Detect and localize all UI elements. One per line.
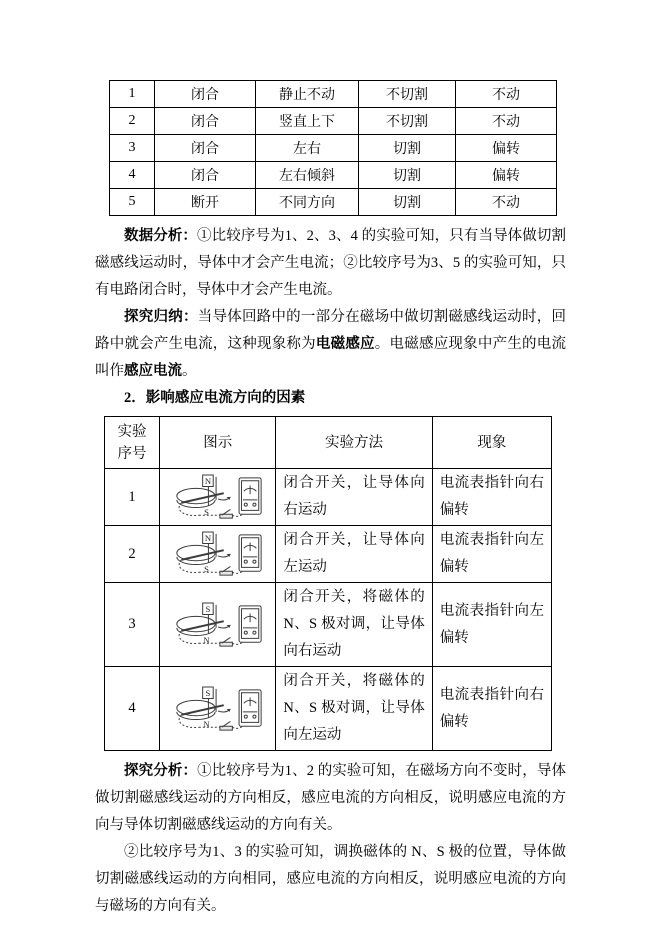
table-cell-seq: 2 xyxy=(105,526,160,583)
result-text: 电流表指针向左偏转 xyxy=(439,532,544,575)
header-seq-line1: 实验 xyxy=(117,423,147,440)
table-cell: 4 xyxy=(110,162,155,189)
magnet-pole-top-label: N xyxy=(204,476,211,487)
conductor-rod xyxy=(181,705,223,715)
summary-text-3: 。 xyxy=(182,363,197,379)
experiment-results-table xyxy=(109,80,557,216)
header-cell-result: 现象 xyxy=(432,417,551,469)
table-row xyxy=(105,526,552,583)
conductor-rod xyxy=(181,621,223,631)
header-seq-line2: 序号 xyxy=(117,445,147,462)
table-cell-method xyxy=(276,526,432,583)
analysis-label: 探究分析： xyxy=(124,763,198,779)
conductor-rod xyxy=(181,550,223,560)
analysis-paragraph-2 xyxy=(95,839,566,920)
header-cell-seq xyxy=(105,417,160,469)
magnet-galvanometer-diagram xyxy=(170,602,266,648)
table-cell: 闭合 xyxy=(155,162,256,189)
table-cell: 偏转 xyxy=(456,135,557,162)
table-cell: 闭合 xyxy=(155,81,256,108)
summary-term-induced-current: 感应电流 xyxy=(124,363,182,379)
summary-text-2: 。电磁感应现象中产生的电流叫作 xyxy=(95,336,567,379)
magnet-pole-bottom-label: S xyxy=(203,507,209,518)
summary-label: 探究归纳： xyxy=(124,309,198,325)
conductor-rod xyxy=(181,493,223,503)
table-cell-diagram xyxy=(160,469,276,526)
table-cell: 静止不动 xyxy=(256,81,359,108)
table-row xyxy=(110,162,557,189)
table-cell: 竖直上下 xyxy=(256,108,359,135)
table-cell: 不同方向 xyxy=(256,189,359,216)
data-analysis-paragraph xyxy=(95,223,566,304)
table-cell-seq: 3 xyxy=(105,583,160,667)
table-row xyxy=(105,667,552,751)
table-cell-method xyxy=(276,667,432,751)
magnet-pole-top-label: N xyxy=(204,533,211,544)
direction-factor-table xyxy=(104,416,552,751)
table-cell: 不动 xyxy=(456,81,557,108)
summary-paragraph xyxy=(95,304,566,385)
magnet-galvanometer-diagram xyxy=(170,474,266,520)
table-row xyxy=(105,583,552,667)
table-cell-diagram xyxy=(160,583,276,667)
table-cell-result xyxy=(432,469,551,526)
table-cell-result xyxy=(432,526,551,583)
section-heading: 2．影响感应电流方向的因素 xyxy=(124,390,306,406)
table-cell: 不动 xyxy=(456,189,557,216)
data-analysis-text: ①比较序号为1、2、3、4 的实验可知，只有当导体做切割磁感线运动时，导体中才会产生电流；②比较序号为3、5 的实验可知，只有电路闭合时，导体中才会产生电流。 xyxy=(95,228,567,298)
table-cell-diagram xyxy=(160,667,276,751)
method-text: 闭合开关，将磁体的 N、S 极对调，让导体向左运动 xyxy=(283,673,425,743)
analysis2-text: ②比较序号为1、3 的实验可知，调换磁体的 N、S 极的位置，导体做切割磁感线运动的方向相同，感应电流的方向相反，说明感应电流的方向与磁场的方向有关。 xyxy=(95,844,566,914)
table-cell-method xyxy=(276,469,432,526)
magnet-pole-bottom-label: N xyxy=(203,718,210,729)
table-cell-result xyxy=(432,667,551,751)
data-analysis-label: 数据分析： xyxy=(124,228,198,244)
table-cell-result xyxy=(432,583,551,667)
result-text: 电流表指针向右偏转 xyxy=(439,686,544,730)
method-text: 闭合开关，让导体向右运动 xyxy=(283,475,425,518)
analysis-paragraph-1 xyxy=(95,758,566,839)
table-cell: 切割 xyxy=(359,135,456,162)
table-cell: 左右 xyxy=(256,135,359,162)
result-text: 电流表指针向左偏转 xyxy=(439,602,544,646)
table-cell: 断开 xyxy=(155,189,256,216)
galvanometer-icon xyxy=(239,605,261,641)
galvanometer-icon xyxy=(239,478,261,514)
table-row xyxy=(110,189,557,216)
magnet-pole-bottom-label: N xyxy=(203,634,210,645)
magnet-pole-top-label: S xyxy=(205,687,211,698)
table-cell: 2 xyxy=(110,108,155,135)
table-cell-seq: 4 xyxy=(105,667,160,751)
table-cell: 左右倾斜 xyxy=(256,162,359,189)
table-cell: 不动 xyxy=(456,108,557,135)
table-cell: 3 xyxy=(110,135,155,162)
table-cell: 闭合 xyxy=(155,108,256,135)
table-header-row xyxy=(105,417,552,469)
table-cell-seq: 1 xyxy=(105,469,160,526)
table-cell: 不切割 xyxy=(359,81,456,108)
table-cell: 切割 xyxy=(359,189,456,216)
table-cell: 切割 xyxy=(359,162,456,189)
table-cell-method xyxy=(276,583,432,667)
magnet-pole-top-label: S xyxy=(205,603,211,614)
magnet-pole-bottom-label: S xyxy=(203,564,209,575)
table-row xyxy=(110,108,557,135)
table-cell: 不切割 xyxy=(359,108,456,135)
header-cell-method: 实验方法 xyxy=(276,417,432,469)
header-cell-diagram: 图示 xyxy=(160,417,276,469)
analysis-text: ①比较序号为1、2 的实验可知，在磁场方向不变时，导体做切割磁感线运动的方向相反，感应电流的方向相反，说明感应电流的方向与导体切割磁感线运动的方向有关。 xyxy=(95,763,566,833)
table-row xyxy=(110,135,557,162)
table-row xyxy=(105,469,552,526)
summary-text-1: 当导体回路中的一部分在磁场中做切割磁感线运动时，回路中就会产生电流，这种现象称为 xyxy=(95,309,567,352)
method-text: 闭合开关，让导体向左运动 xyxy=(283,532,425,575)
galvanometer-icon xyxy=(239,535,261,571)
magnet-galvanometer-diagram xyxy=(170,686,266,732)
summary-term-electromagnetic-induction: 电磁感应 xyxy=(315,336,375,352)
galvanometer-icon xyxy=(239,689,261,725)
magnet-galvanometer-diagram xyxy=(170,531,266,577)
table-cell: 1 xyxy=(110,81,155,108)
result-text: 电流表指针向右偏转 xyxy=(439,475,544,518)
table-row xyxy=(110,81,557,108)
method-text: 闭合开关，将磁体的 N、S 极对调，让导体向右运动 xyxy=(283,589,425,659)
table-cell: 偏转 xyxy=(456,162,557,189)
table-cell-diagram xyxy=(160,526,276,583)
table-cell: 5 xyxy=(110,189,155,216)
table-cell: 闭合 xyxy=(155,135,256,162)
